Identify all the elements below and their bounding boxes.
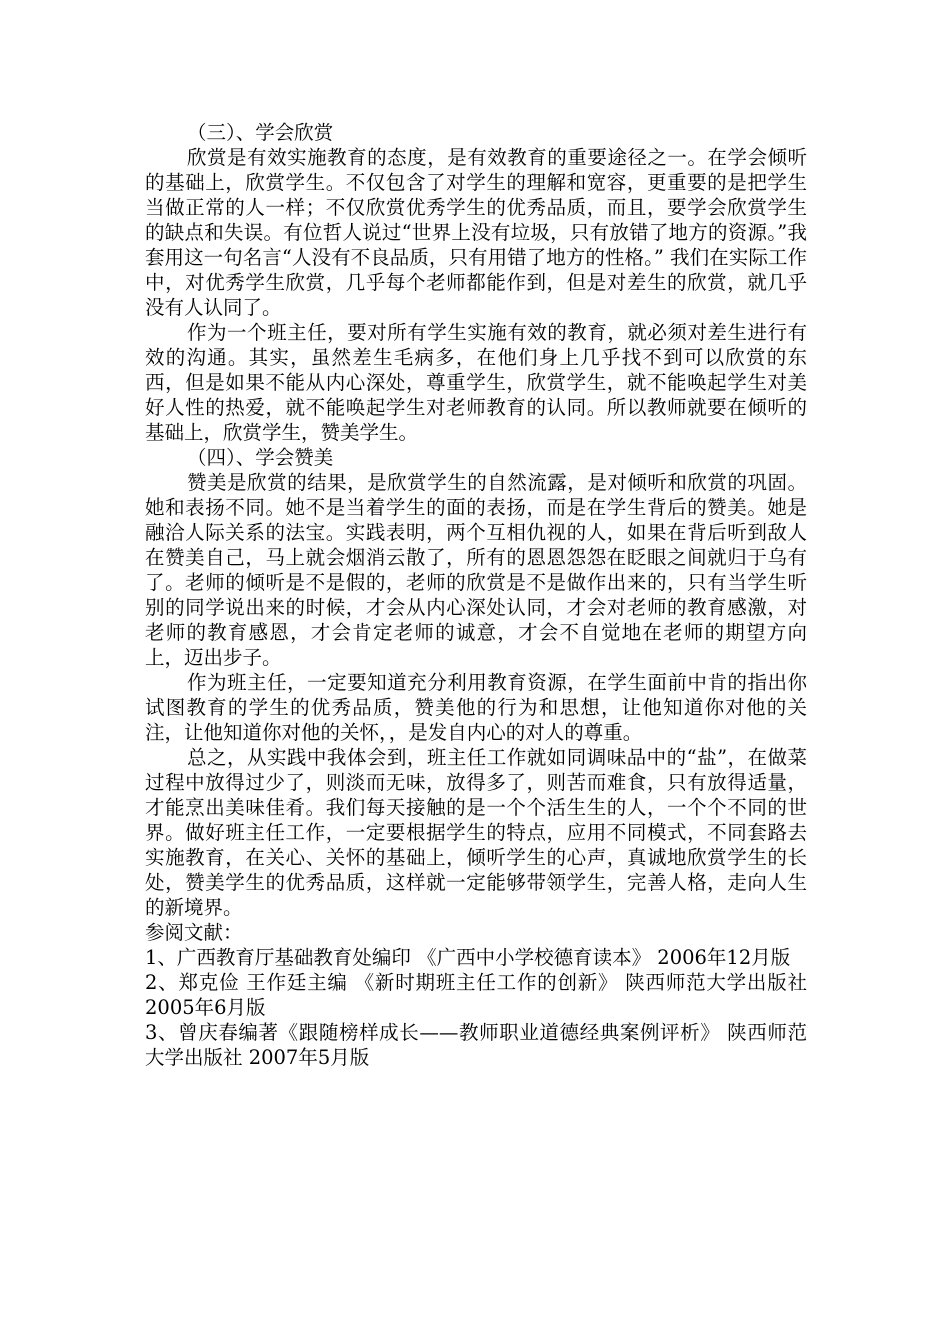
paragraph: 欣赏是有效实施教育的态度，是有效教育的重要途径之一。在学会倾听的基础上，欣赏学生。不仅包含了对学生的理解和宽容，更重要的是把学生当做正常的人一样；不仅欣赏优秀学生的优秀品质，而且，要学会欣赏学生的缺点和失误。有位哲人说过“世界上没有垃圾，只有放错了地方的资源。”我套用这一句名言“人没有不良品质，只有用错了地方的性格。” 我们在实际工作中，对优秀学生欣赏，几乎每个老师都能作到，但是对差生的欣赏，就几乎没有人认同了。: [145, 146, 807, 319]
reference-item: 2、郑克俭 王作廷主编 《新时期班主任工作的创新》 陕西师范大学出版社 2005年6月版: [145, 971, 807, 1019]
paragraph: 总之，从实践中我体会到，班主任工作就如同调味品中的“盐”，在做菜过程中放得过少了，则淡而无味，放得多了，则苦而难食，只有放得适量，才能烹出美味佳肴。我们每天接触的是一个个活生生的人，一个个不同的世界。做好班主任工作，一定要根据学生的特点，应用不同模式，不同套路去实施教育，在关心、关怀的基础上，倾听学生的心声，真诚地欣赏学生的长处，赞美学生的优秀品质，这样就一定能够带领学生，完善人格，走向人生的新境界。: [145, 746, 807, 919]
reference-item: 3、曾庆春编著《跟随榜样成长——教师职业道德经典案例评析》 陕西师范大学出版社 2007年5月版: [145, 1021, 807, 1069]
paragraph: 作为一个班主任，要对所有学生实施有效的教育，就必须对差生进行有效的沟通。其实，虽然差生毛病多，在他们身上几乎找不到可以欣赏的东西，但是如果不能从内心深处，尊重学生，欣赏学生，就不能唤起学生对美好人性的热爱，就不能唤起学生对老师教育的认同。所以教师就要在倾听的基础上，欣赏学生，赞美学生。: [145, 321, 807, 444]
paragraph: 作为班主任，一定要知道充分利用教育资源，在学生面前中肯的指出你试图教育的学生的优秀品质，赞美他的行为和思想，让他知道你对他的关注，让他知道你对他的关怀，，是发自内心的对人的尊重。: [145, 671, 807, 744]
reference-item: 1、广西教育厅基础教育处编印 《广西中小学校德育读本》 2006年12月版: [145, 946, 791, 969]
paragraph: 赞美是欣赏的结果，是欣赏学生的自然流露，是对倾听和欣赏的巩固。她和表扬不同。她不是当着学生的面的表扬，而是在学生背后的赞美。她是融洽人际关系的法宝。实践表明，两个互相仇视的人，如果在背后听到敌人在赞美自己，马上就会烟消云散了，所有的恩恩怨怨在眨眼之间就归于乌有了。老师的倾听是不是假的，老师的欣赏是不是做作出来的，只有当学生听别的同学说出来的时候，才会从内心深处认同，才会对老师的教育感激，对老师的教育感恩，才会肯定老师的诚意，才会不自觉地在老师的期望方向上，迈出步子。: [145, 471, 807, 669]
document-page: [145, 120, 807, 1070]
section-heading-appreciate: （三）、学会欣赏: [187, 121, 334, 144]
references-title: 参阅文献：: [145, 921, 243, 944]
section-heading-praise: （四）、学会赞美: [187, 446, 334, 469]
